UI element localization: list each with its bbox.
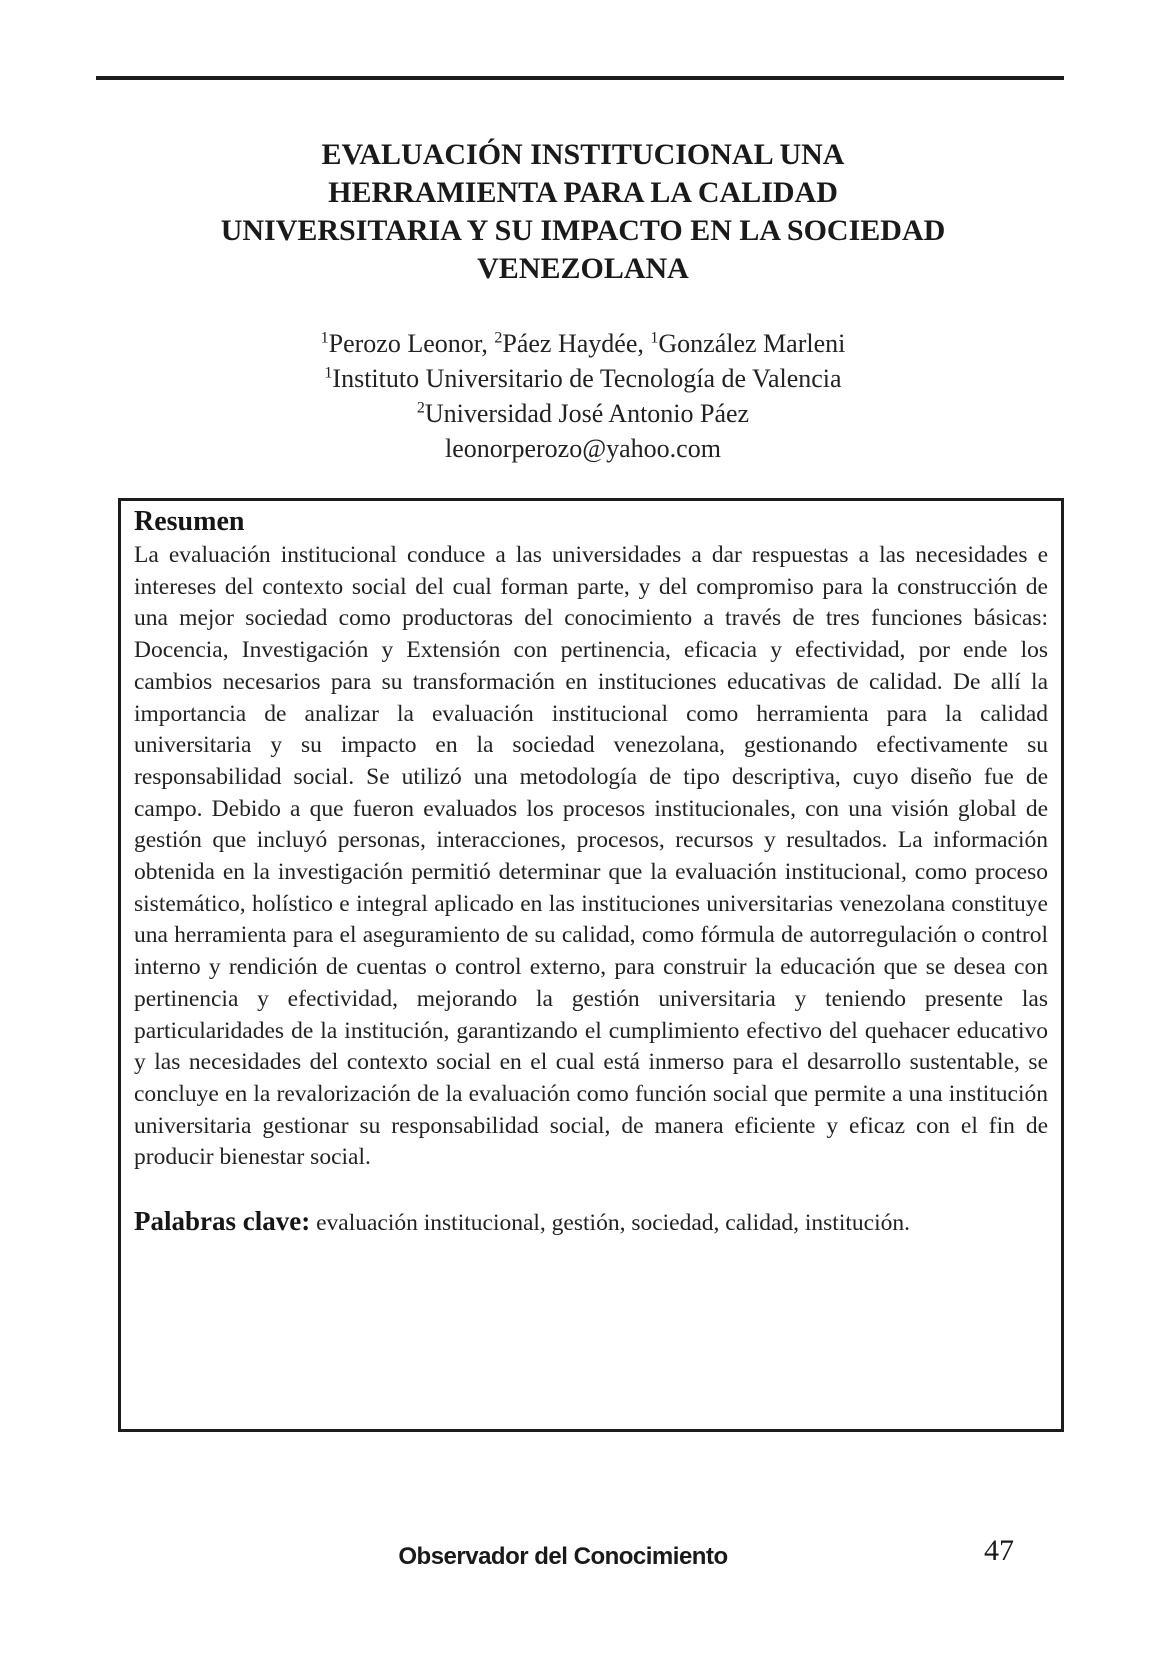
article-title-line-1: EVALUACIÓN INSTITUCIONAL UNA xyxy=(321,138,845,171)
affiliation-1-mark: 1 xyxy=(324,364,333,382)
page-number: 47 xyxy=(984,1534,1014,1567)
abstract-text: La evaluación institucional conduce a las universidades a dar respuestas a las necesidades e intereses del contexto social del cual forman parte, y del compromiso para la construcción de una mejor sociedad como productoras del conocimiento a través de tres funciones básicas: Docencia, Investigación y Extensión con pertinencia, eficacia y efectividad, por ende los cambios necesarios para su transformación en instituciones educativas de calidad. De allí la importancia de analizar la evaluación institucional como herramienta para la calidad universitaria y su impacto en la sociedad venezolana, gestionando efectivamente su responsabilidad social. Se utilizó una metodología de tipo descriptiva, cuyo diseño fue de campo. Debido a que fueron evaluados los procesos institucionales, con una visión global de gestión que incluyó personas, interacciones, procesos, recursos y resultados. La información obtenida en la investigación permitió determinar que la evaluación institucional, como proceso sistemático, holístico e integral aplicado en las instituciones universitarias venezolana constituye una herramienta para el aseguramiento de su calidad, como fórmula de autorregulación o control interno y rendición de cuentas o control externo, para construir la educación que se desea con pertinencia y efectividad, mejorando la gestión universitaria y teniendo presente las particularidades de la institución, garantizando el cumplimiento efectivo del quehacer educativo y las necesidades del contexto social en el cual está inmerso para el desarrollo sustentable, se concluye en la revalorización de la evaluación como función social que permite a una institución universitaria gestionar su responsabilidad social, de manera eficiente y eficaz con el fin de producir bienestar social. xyxy=(134,542,1048,1171)
author-2-name: Páez Haydée, xyxy=(502,329,651,358)
author-names-line xyxy=(60,326,1106,361)
author-3-name: González Marleni xyxy=(658,329,846,358)
keywords-paragraph xyxy=(134,1206,1048,1240)
article-title-line-4: VENEZOLANA xyxy=(477,252,689,285)
header-rule xyxy=(96,76,1064,80)
affiliation-2-mark: 2 xyxy=(416,399,425,417)
author-3-affiliation-mark: 1 xyxy=(650,329,659,347)
affiliation-2-name: Universidad José Antonio Páez xyxy=(424,399,750,428)
article-title-line-3: UNIVERSITARIA Y SU IMPACTO EN LA SOCIEDAD xyxy=(220,214,946,247)
author-1 xyxy=(321,329,495,358)
article-title-line-2: HERRAMIENTA PARA LA CALIDAD xyxy=(328,176,838,209)
keywords-label: Palabras clave: xyxy=(134,1206,311,1237)
article-title xyxy=(60,136,1106,288)
contact-email: leonorperozo@yahoo.com xyxy=(445,434,721,463)
abstract-heading: Resumen xyxy=(134,506,245,537)
journal-name: Observador del Conocimiento xyxy=(398,1543,728,1570)
affiliation-2 xyxy=(60,396,1106,431)
abstract-box xyxy=(118,498,1064,1432)
author-1-affiliation-mark: 1 xyxy=(320,329,329,347)
affiliation-1 xyxy=(60,361,1106,396)
author-1-name: Perozo Leonor, xyxy=(328,329,495,358)
author-3 xyxy=(650,329,845,358)
affiliation-1-name: Instituto Universitario de Tecnología de Valencia xyxy=(332,364,842,393)
keywords-list: evaluación institucional, gestión, sociedad, calidad, institución. xyxy=(310,1210,910,1237)
author-2 xyxy=(494,329,650,358)
author-2-affiliation-mark: 2 xyxy=(494,329,503,347)
authors-block xyxy=(60,326,1106,466)
